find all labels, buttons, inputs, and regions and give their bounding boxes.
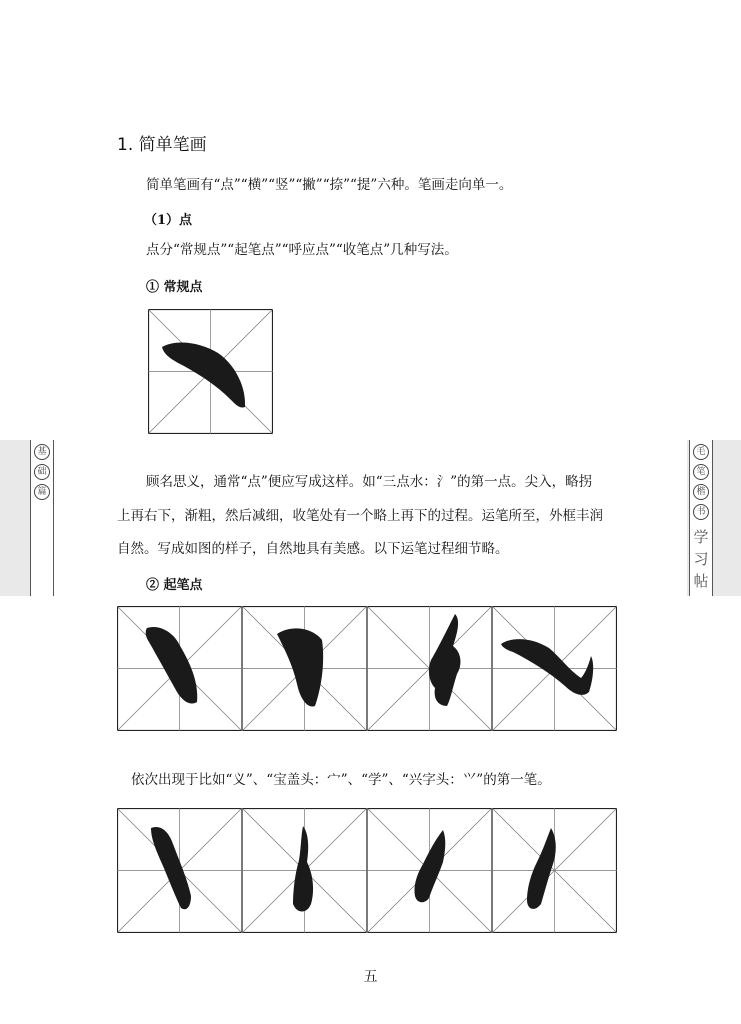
desc-line-3: 自然。写成如图的样子，自然地具有美感。以下运笔过程细节略。: [117, 541, 509, 557]
seal-chu: 础: [34, 464, 50, 480]
brush-dot-xue: [414, 830, 445, 902]
label-start-dot: ② 起笔点: [146, 578, 203, 593]
desc-line-1: 顾名思义，通常“点”便应写成这样。如“三点水：氵”的第一点。尖入，略拐: [146, 474, 593, 490]
examples-note: 依次出现于比如“义”、“宝盖头：宀”、“学”、“兴字头：⺍”的第一笔。: [131, 772, 551, 788]
left-side-tab: [0, 440, 54, 596]
intro-paragraph: 简单笔画有“点”“横”“竖”“撇”“捺”“提”六种。笔画走向单一。: [146, 177, 513, 193]
brush-dot-yi: [151, 827, 191, 909]
brush-dot-start-4: [501, 639, 593, 695]
vertical-text-xue: 学: [693, 528, 709, 546]
desc-line-2: 上再右下，渐粗，然后减细，收笔处有一个略上再下的过程。运笔所至，外框丰润: [117, 508, 603, 524]
right-side-tab: [687, 440, 741, 596]
seal-kai: 楷: [693, 484, 709, 500]
tian-grid-row-examples: [117, 808, 617, 933]
tian-grid-regular-dot: [148, 309, 273, 434]
brush-dot-start-3: [429, 614, 461, 706]
brush-dot-start-1: [146, 627, 198, 704]
label-regular-dot: ① 常规点: [146, 280, 203, 295]
section-heading: 1. 简单笔画: [117, 135, 207, 155]
vertical-text-tie: 帖: [693, 572, 709, 590]
seal-pian: 篇: [34, 484, 50, 500]
seal-bi: 笔: [693, 464, 709, 480]
left-side-column: [30, 440, 54, 596]
subsection-dian: （1）点: [144, 213, 193, 228]
brush-dot-xing-zi-tou: [527, 828, 556, 909]
dian-types-paragraph: 点分“常规点”“起笔点”“呼应点”“收笔点”几种写法。: [146, 242, 458, 258]
seal-shu: 书: [693, 504, 709, 520]
seal-ji: 基: [34, 444, 50, 460]
right-side-column: [689, 440, 713, 596]
tian-grid-row-start-dots: [117, 606, 617, 731]
page-number: 五: [363, 969, 378, 985]
vertical-text-xi: 习: [693, 550, 709, 568]
seal-mao: 毛: [693, 444, 709, 460]
brush-dot-regular: [162, 342, 245, 407]
brush-dot-bao-gai-tou: [293, 826, 313, 912]
brush-dot-start-2: [277, 628, 323, 706]
